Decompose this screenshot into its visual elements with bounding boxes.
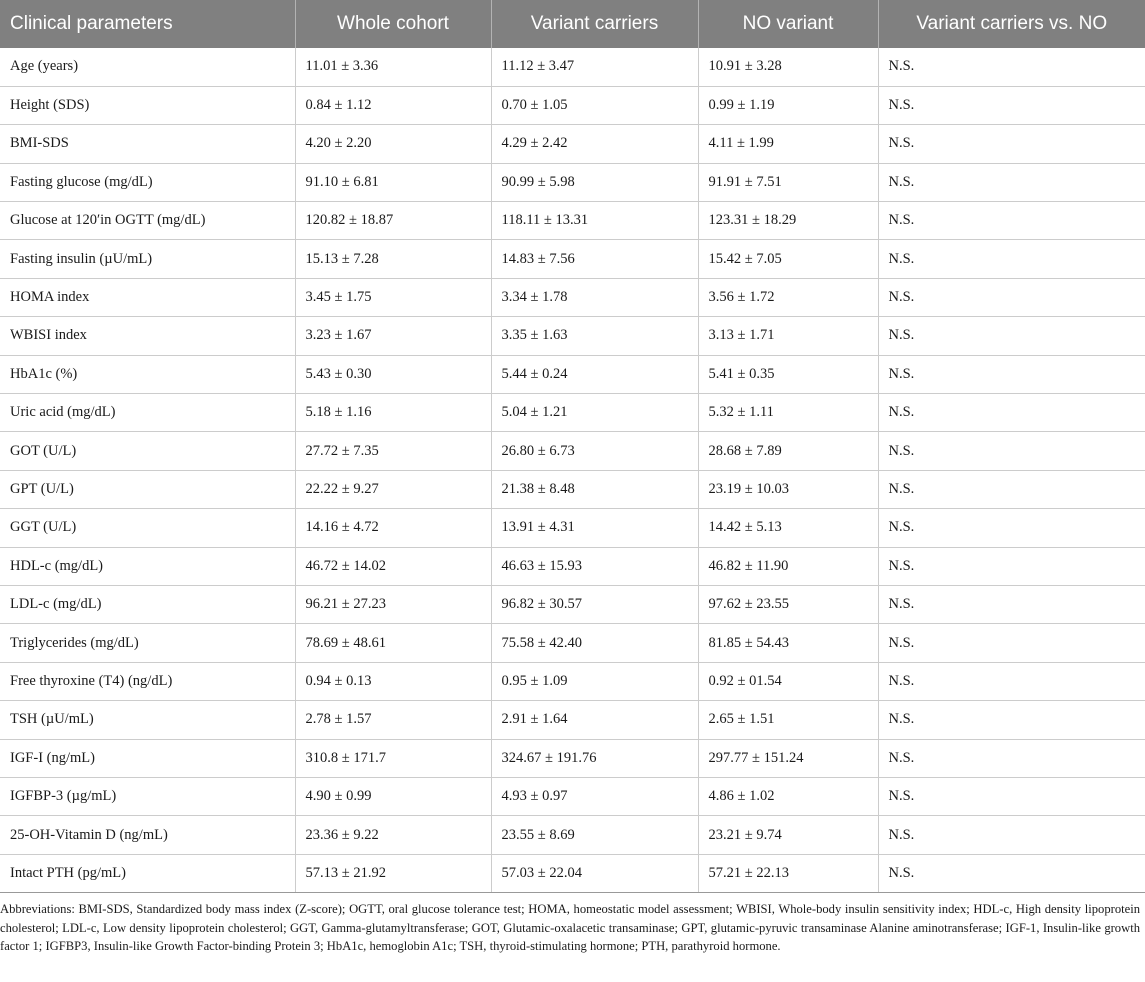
cell-whole-cohort: 0.94 ± 0.13 (295, 662, 491, 700)
cell-parameter: 25-OH-Vitamin D (ng/mL) (0, 816, 295, 854)
cell-no-variant: 14.42 ± 5.13 (698, 509, 878, 547)
cell-comparison: N.S. (878, 777, 1145, 815)
cell-comparison: N.S. (878, 394, 1145, 432)
cell-whole-cohort: 4.20 ± 2.20 (295, 125, 491, 163)
cell-comparison: N.S. (878, 509, 1145, 547)
table-header-row (0, 0, 1145, 48)
cell-whole-cohort: 2.78 ± 1.57 (295, 701, 491, 739)
cell-comparison: N.S. (878, 240, 1145, 278)
cell-no-variant: 91.91 ± 7.51 (698, 163, 878, 201)
cell-whole-cohort: 5.18 ± 1.16 (295, 394, 491, 432)
table-row (0, 777, 1145, 815)
cell-variant-carriers: 23.55 ± 8.69 (491, 816, 698, 854)
table-row (0, 163, 1145, 201)
cell-whole-cohort: 14.16 ± 4.72 (295, 509, 491, 547)
cell-parameter: IGF-I (ng/mL) (0, 739, 295, 777)
cell-no-variant: 5.41 ± 0.35 (698, 355, 878, 393)
cell-no-variant: 97.62 ± 23.55 (698, 585, 878, 623)
table-row (0, 240, 1145, 278)
cell-comparison: N.S. (878, 585, 1145, 623)
cell-no-variant: 123.31 ± 18.29 (698, 202, 878, 240)
table-row (0, 48, 1145, 86)
table-row (0, 125, 1145, 163)
table-row (0, 394, 1145, 432)
header-comparison: Variant carriers vs. NO (878, 0, 1145, 48)
cell-comparison: N.S. (878, 278, 1145, 316)
cell-parameter: Glucose at 120′in OGTT (mg/dL) (0, 202, 295, 240)
cell-whole-cohort: 57.13 ± 21.92 (295, 854, 491, 892)
cell-whole-cohort: 15.13 ± 7.28 (295, 240, 491, 278)
cell-parameter: Fasting insulin (µU/mL) (0, 240, 295, 278)
cell-whole-cohort: 91.10 ± 6.81 (295, 163, 491, 201)
cell-variant-carriers: 4.29 ± 2.42 (491, 125, 698, 163)
cell-variant-carriers: 4.93 ± 0.97 (491, 777, 698, 815)
cell-no-variant: 2.65 ± 1.51 (698, 701, 878, 739)
cell-no-variant: 81.85 ± 54.43 (698, 624, 878, 662)
table-row (0, 470, 1145, 508)
cell-comparison: N.S. (878, 701, 1145, 739)
cell-variant-carriers: 75.58 ± 42.40 (491, 624, 698, 662)
cell-comparison: N.S. (878, 86, 1145, 124)
cell-variant-carriers: 5.44 ± 0.24 (491, 355, 698, 393)
table-row (0, 86, 1145, 124)
cell-comparison: N.S. (878, 547, 1145, 585)
cell-comparison: N.S. (878, 662, 1145, 700)
table-row (0, 317, 1145, 355)
table-body (0, 48, 1145, 893)
cell-comparison: N.S. (878, 739, 1145, 777)
cell-parameter: IGFBP-3 (µg/mL) (0, 777, 295, 815)
cell-no-variant: 0.92 ± 01.54 (698, 662, 878, 700)
cell-no-variant: 15.42 ± 7.05 (698, 240, 878, 278)
cell-variant-carriers: 11.12 ± 3.47 (491, 48, 698, 86)
cell-no-variant: 3.56 ± 1.72 (698, 278, 878, 316)
cell-parameter: HbA1c (%) (0, 355, 295, 393)
cell-comparison: N.S. (878, 624, 1145, 662)
table-row (0, 278, 1145, 316)
cell-no-variant: 23.19 ± 10.03 (698, 470, 878, 508)
table-row (0, 509, 1145, 547)
table-row (0, 816, 1145, 854)
cell-comparison: N.S. (878, 125, 1145, 163)
cell-whole-cohort: 310.8 ± 171.7 (295, 739, 491, 777)
cell-comparison: N.S. (878, 355, 1145, 393)
cell-comparison: N.S. (878, 317, 1145, 355)
table-row (0, 547, 1145, 585)
cell-whole-cohort: 23.36 ± 9.22 (295, 816, 491, 854)
cell-comparison: N.S. (878, 163, 1145, 201)
cell-whole-cohort: 4.90 ± 0.99 (295, 777, 491, 815)
cell-parameter: Age (years) (0, 48, 295, 86)
cell-whole-cohort: 0.84 ± 1.12 (295, 86, 491, 124)
cell-whole-cohort: 3.23 ± 1.67 (295, 317, 491, 355)
cell-whole-cohort: 11.01 ± 3.36 (295, 48, 491, 86)
table-row (0, 202, 1145, 240)
cell-variant-carriers: 46.63 ± 15.93 (491, 547, 698, 585)
table-row (0, 432, 1145, 470)
cell-whole-cohort: 120.82 ± 18.87 (295, 202, 491, 240)
cell-no-variant: 23.21 ± 9.74 (698, 816, 878, 854)
cell-comparison: N.S. (878, 470, 1145, 508)
cell-whole-cohort: 5.43 ± 0.30 (295, 355, 491, 393)
cell-no-variant: 297.77 ± 151.24 (698, 739, 878, 777)
table-row (0, 854, 1145, 892)
table-row (0, 624, 1145, 662)
cell-variant-carriers: 2.91 ± 1.64 (491, 701, 698, 739)
cell-variant-carriers: 90.99 ± 5.98 (491, 163, 698, 201)
cell-variant-carriers: 324.67 ± 191.76 (491, 739, 698, 777)
cell-variant-carriers: 14.83 ± 7.56 (491, 240, 698, 278)
header-variant-carriers: Variant carriers (491, 0, 698, 48)
cell-parameter: HOMA index (0, 278, 295, 316)
cell-whole-cohort: 3.45 ± 1.75 (295, 278, 491, 316)
cell-no-variant: 4.86 ± 1.02 (698, 777, 878, 815)
cell-parameter: Height (SDS) (0, 86, 295, 124)
cell-whole-cohort: 46.72 ± 14.02 (295, 547, 491, 585)
cell-parameter: Uric acid (mg/dL) (0, 394, 295, 432)
table-row (0, 662, 1145, 700)
cell-no-variant: 4.11 ± 1.99 (698, 125, 878, 163)
cell-comparison: N.S. (878, 816, 1145, 854)
cell-comparison: N.S. (878, 48, 1145, 86)
cell-variant-carriers: 26.80 ± 6.73 (491, 432, 698, 470)
table-row (0, 355, 1145, 393)
cell-variant-carriers: 96.82 ± 30.57 (491, 585, 698, 623)
cell-variant-carriers: 5.04 ± 1.21 (491, 394, 698, 432)
cell-variant-carriers: 13.91 ± 4.31 (491, 509, 698, 547)
table-row (0, 585, 1145, 623)
cell-whole-cohort: 27.72 ± 7.35 (295, 432, 491, 470)
header-whole-cohort: Whole cohort (295, 0, 491, 48)
cell-no-variant: 3.13 ± 1.71 (698, 317, 878, 355)
cell-no-variant: 46.82 ± 11.90 (698, 547, 878, 585)
table-row (0, 701, 1145, 739)
cell-parameter: Intact PTH (pg/mL) (0, 854, 295, 892)
cell-variant-carriers: 118.11 ± 13.31 (491, 202, 698, 240)
cell-parameter: Fasting glucose (mg/dL) (0, 163, 295, 201)
header-no-variant: NO variant (698, 0, 878, 48)
cell-whole-cohort: 96.21 ± 27.23 (295, 585, 491, 623)
cell-parameter: GOT (U/L) (0, 432, 295, 470)
cell-no-variant: 5.32 ± 1.11 (698, 394, 878, 432)
cell-no-variant: 0.99 ± 1.19 (698, 86, 878, 124)
cell-variant-carriers: 57.03 ± 22.04 (491, 854, 698, 892)
cell-comparison: N.S. (878, 432, 1145, 470)
cell-comparison: N.S. (878, 202, 1145, 240)
cell-parameter: BMI-SDS (0, 125, 295, 163)
cell-variant-carriers: 21.38 ± 8.48 (491, 470, 698, 508)
cell-whole-cohort: 78.69 ± 48.61 (295, 624, 491, 662)
cell-parameter: HDL-c (mg/dL) (0, 547, 295, 585)
header-clinical-parameters: Clinical parameters (10, 13, 173, 34)
cell-no-variant: 28.68 ± 7.89 (698, 432, 878, 470)
cell-parameter: Triglycerides (mg/dL) (0, 624, 295, 662)
cell-parameter: LDL-c (mg/dL) (0, 585, 295, 623)
cell-variant-carriers: 3.34 ± 1.78 (491, 278, 698, 316)
cell-variant-carriers: 0.70 ± 1.05 (491, 86, 698, 124)
cell-parameter: GGT (U/L) (0, 509, 295, 547)
cell-no-variant: 57.21 ± 22.13 (698, 854, 878, 892)
cell-parameter: WBISI index (0, 317, 295, 355)
cell-parameter: TSH (µU/mL) (0, 701, 295, 739)
cell-comparison: N.S. (878, 854, 1145, 892)
cell-parameter: GPT (U/L) (0, 470, 295, 508)
table-row (0, 739, 1145, 777)
cell-no-variant: 10.91 ± 3.28 (698, 48, 878, 86)
cell-variant-carriers: 0.95 ± 1.09 (491, 662, 698, 700)
cell-parameter: Free thyroxine (T4) (ng/dL) (0, 662, 295, 700)
abbreviations-footnote: Abbreviations: BMI-SDS, Standardized body mass index (Z-score); OGTT, oral glucose tolerance test; HOMA, homeostatic model assessment; WBISI, Whole-body insulin sensitivity index; HDL-c, High density lipoprotein cholesterol; LDL-c, Low density lipoprotein cholesterol; GGT, Gamma-glutamyltransferase; GOT, Glutamic-oxalacetic transaminase; GPT, glutamic-pyruvic transaminase Alanine aminotransferase; IGF-1, Insulin-like growth factor 1; IGFBP3, Insulin-like Growth Factor-binding Protein 3; HbA1c, hemoglobin A1c; TSH, thyroid-stimulating hormone; PTH, parathyroid hormone. (0, 902, 1140, 953)
cell-variant-carriers: 3.35 ± 1.63 (491, 317, 698, 355)
cell-whole-cohort: 22.22 ± 9.27 (295, 470, 491, 508)
